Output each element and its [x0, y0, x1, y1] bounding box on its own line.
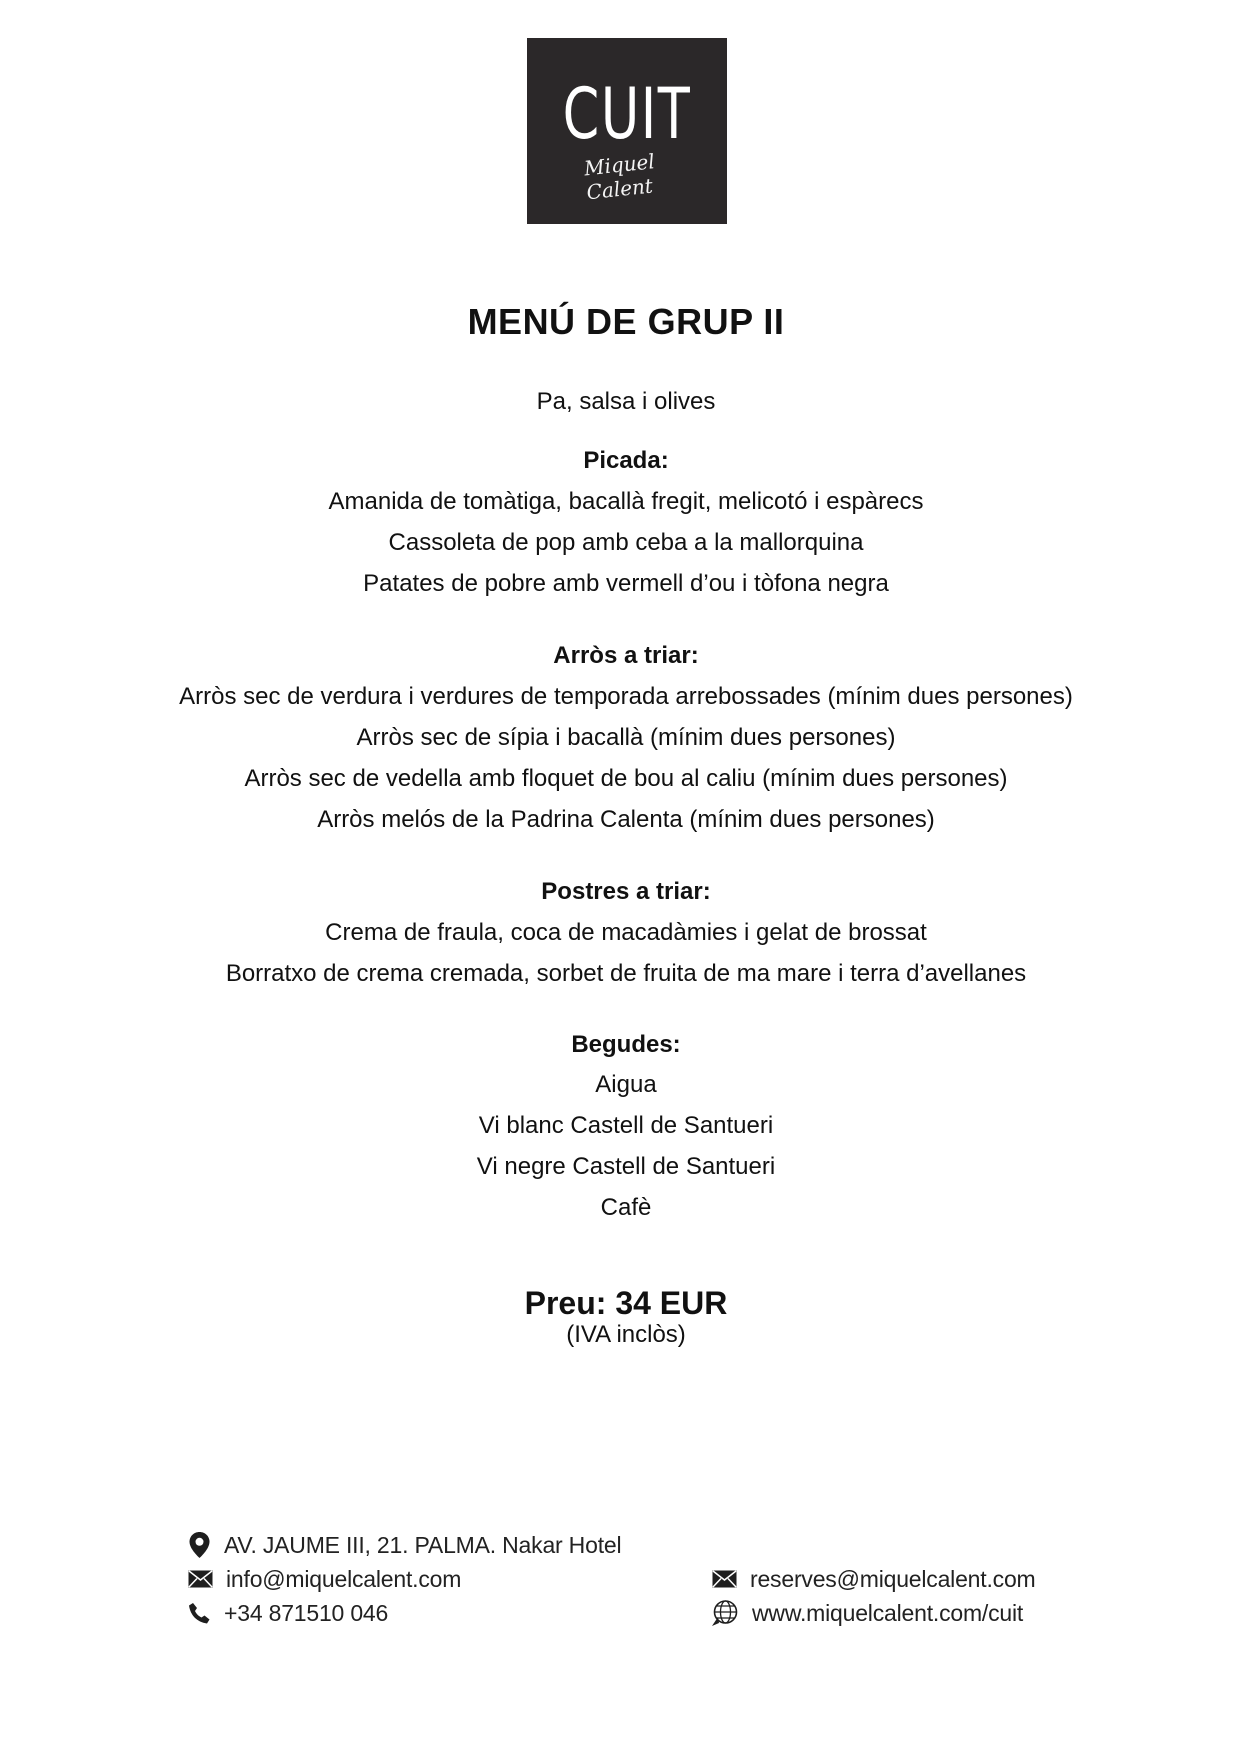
footer-info-email[interactable] [188, 1564, 461, 1594]
logo-signature: Miquel Calent [582, 149, 656, 205]
section-heading-begudes: Begudes: [571, 1031, 681, 1058]
menu-item-postres-1: Crema de fraula, coca de macadàmies i gelat de brossat [325, 919, 927, 946]
menu-item-arros-1: Arròs sec de verdura i verdures de temporada arrebossades (mínim dues persones) [179, 683, 1073, 710]
envelope-icon [188, 1570, 213, 1588]
envelope-icon [712, 1570, 737, 1588]
logo-wordmark: CUIT [562, 73, 692, 155]
website-link[interactable]: www.miquelcalent.com/cuit [752, 1599, 1024, 1626]
menu-price: Preu: 34 EUR [524, 1285, 728, 1321]
restaurant-logo [527, 38, 727, 224]
menu-item-begudes-1: Aigua [595, 1071, 657, 1098]
menu-item-begudes-3: Vi negre Castell de Santueri [476, 1153, 776, 1180]
reserves-email-link[interactable]: reserves@miquelcalent.com [750, 1565, 1036, 1592]
menu-item-begudes-2: Vi blanc Castell de Santueri [478, 1112, 774, 1139]
menu-item-picada-2: Cassoleta de pop amb ceba a la mallorquina [388, 529, 864, 556]
footer-address [188, 1530, 621, 1560]
menu-item-postres-2: Borratxo de crema cremada, sorbet de fruita de ma mare i terra d’avellanes [225, 960, 1027, 987]
menu-item-arros-4: Arròs melós de la Padrina Calenta (mínim dues persones) [317, 806, 935, 833]
section-heading-postres: Postres a triar: [541, 878, 711, 905]
globe-icon [710, 1599, 739, 1628]
menu-item-picada-3: Patates de pobre amb vermell d’ou i tòfona negra [363, 570, 889, 597]
price-note: (IVA inclòs) [566, 1321, 686, 1348]
phone-icon [188, 1602, 211, 1625]
address-text: AV. JAUME III, 21. PALMA. Nakar Hotel [224, 1531, 622, 1558]
location-pin-icon [188, 1531, 211, 1559]
menu-item-arros-2: Arròs sec de sípia i bacallà (mínim dues persones) [356, 724, 896, 751]
menu-item-begudes-4: Cafè [600, 1194, 652, 1221]
info-email-link[interactable]: info@miquelcalent.com [226, 1565, 462, 1592]
footer-website[interactable] [710, 1598, 1023, 1628]
menu-item-picada-1: Amanida de tomàtiga, bacallà fregit, melicotó i espàrecs [328, 488, 924, 515]
section-heading-picada: Picada: [583, 447, 669, 474]
phone-number[interactable]: +34 871510 046 [224, 1599, 389, 1626]
menu-title: MENÚ DE GRUP II [467, 301, 785, 342]
menu-intro: Pa, salsa i olives [536, 388, 716, 415]
menu-item-arros-3: Arròs sec de vedella amb floquet de bou al caliu (mínim dues persones) [244, 765, 1008, 792]
section-heading-arros: Arròs a triar: [553, 642, 699, 669]
footer-reserves-email[interactable] [712, 1564, 1036, 1594]
footer-phone[interactable] [188, 1598, 388, 1628]
